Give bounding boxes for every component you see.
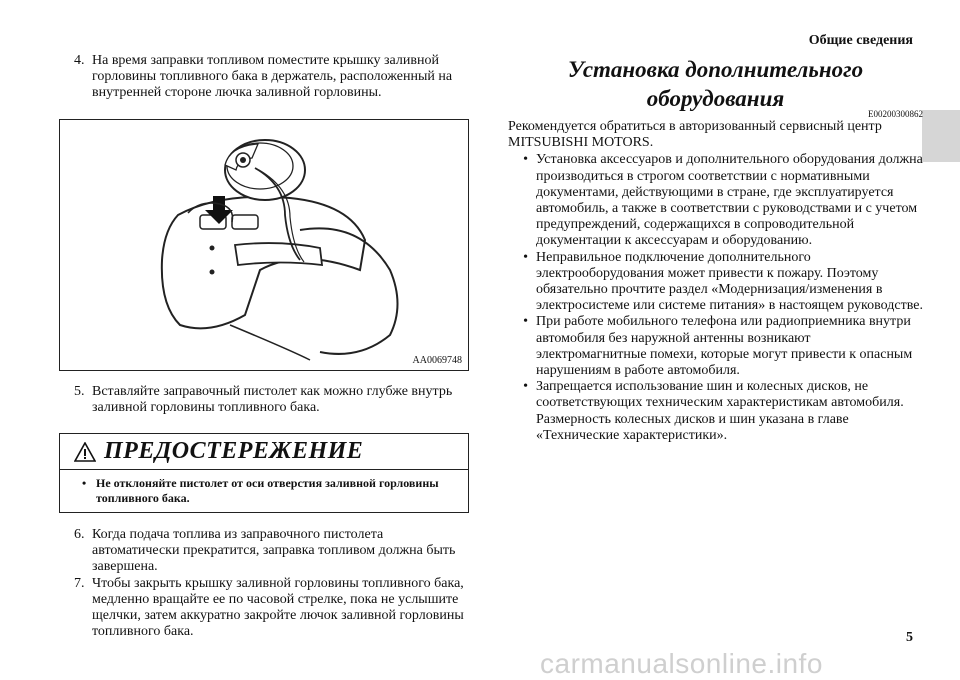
bullet-text: При работе мобильного телефона или радиоприемника внутри автомобиля без наружной антенны возникают электромагнитные помехи, которые могут привести к опасным нарушениям в работе автомобиля. [536,314,913,379]
list-item [508,314,923,379]
warning-box [59,433,469,513]
warning-header [60,434,468,470]
bullet-mark: • [523,152,528,168]
section-title [508,55,923,113]
list-item [508,250,923,315]
fuel-door-illustration [60,120,468,370]
step-6 [74,527,474,576]
bullet-mark: • [523,249,528,265]
steps-6-7 [74,527,474,640]
step-number: 5. [74,384,85,399]
watermark: carmanualsonline.info [540,648,823,679]
warning-triangle-icon [74,442,96,462]
step-number: 6. [74,527,85,542]
title-line-2: оборудования [646,86,785,111]
step-number: 7. [74,575,85,591]
warning-title: ПРЕДОСТЕРЕЖЕНИЕ [104,438,364,464]
step-number: 4. [74,53,85,68]
section-header: Общие сведения [808,33,913,48]
warning-body [60,470,468,506]
section-code: E00200300862 [868,109,923,119]
bullet-list [508,152,923,444]
intro-text: Рекомендуется обратиться в авторизованный сервисный центр MITSUBISHI MOTORS. [508,119,882,151]
bullet-text: Неправильное подключение дополнительного электрооборудования может привести к пожару. Поэтому обязательно прочтите раздел «Модернизация/изменения в электросистеме или системе питания» в настоящем руководстве. [536,249,923,314]
step-5 [74,384,474,416]
step-text: Вставляйте заправочный пистолет как можно глубже внутрь заливной горловины топливного бака. [92,384,453,416]
step-4 [74,53,474,102]
accessories-section [508,55,923,444]
page-number: 5 [906,630,913,645]
bullet-text: Установка аксессуаров и дополнительного оборудования должна производиться в строгом соответствии с нормативными документами, действующими в стране, где эксплуатируется автомобиль, а также в соответствии с руководствами и с учетом предупреждений, содержащихся в сопроводительной документации к аксессуарам и оборудованию. [536,152,923,249]
step-text: Когда подача топлива из заправочного пистолета автоматически прекратится, заправка топливом должна быть завершена. [92,527,456,575]
step-text: Чтобы закрыть крышку заливной горловины топливного бака, медленно вращайте ее по часовой стрелке, пока не услышите щелчки, затем аккуратно закройте лючок заливной горловины топливного бака. [92,575,464,640]
section-tab[interactable] [922,110,960,162]
title-line-1: Установка дополнительного [567,57,864,82]
step-text: На время заправки топливом поместите крышку заливной горловины топливного бака в держатель, расположенный на внутренней стороне лючка заливной горловины. [92,53,453,101]
bullet-mark: • [523,379,528,395]
figure-code: AA0069748 [412,355,462,366]
warning-text: Не отклоняйте пистолет от оси отверстия заливной горловины топливного бака. [96,476,439,505]
fuel-cap-figure [59,119,469,371]
bullet-mark: • [82,476,87,490]
step-7 [74,576,474,641]
bullet-text: Запрещается использование шин и колесных дисков, не соответствующих техническим характеристикам автомобиля. Размерность колесных дисков и шин указана в главе «Технические характеристики». [536,379,904,443]
list-item [508,152,923,249]
list-item [508,379,923,444]
bullet-mark: • [523,314,528,330]
